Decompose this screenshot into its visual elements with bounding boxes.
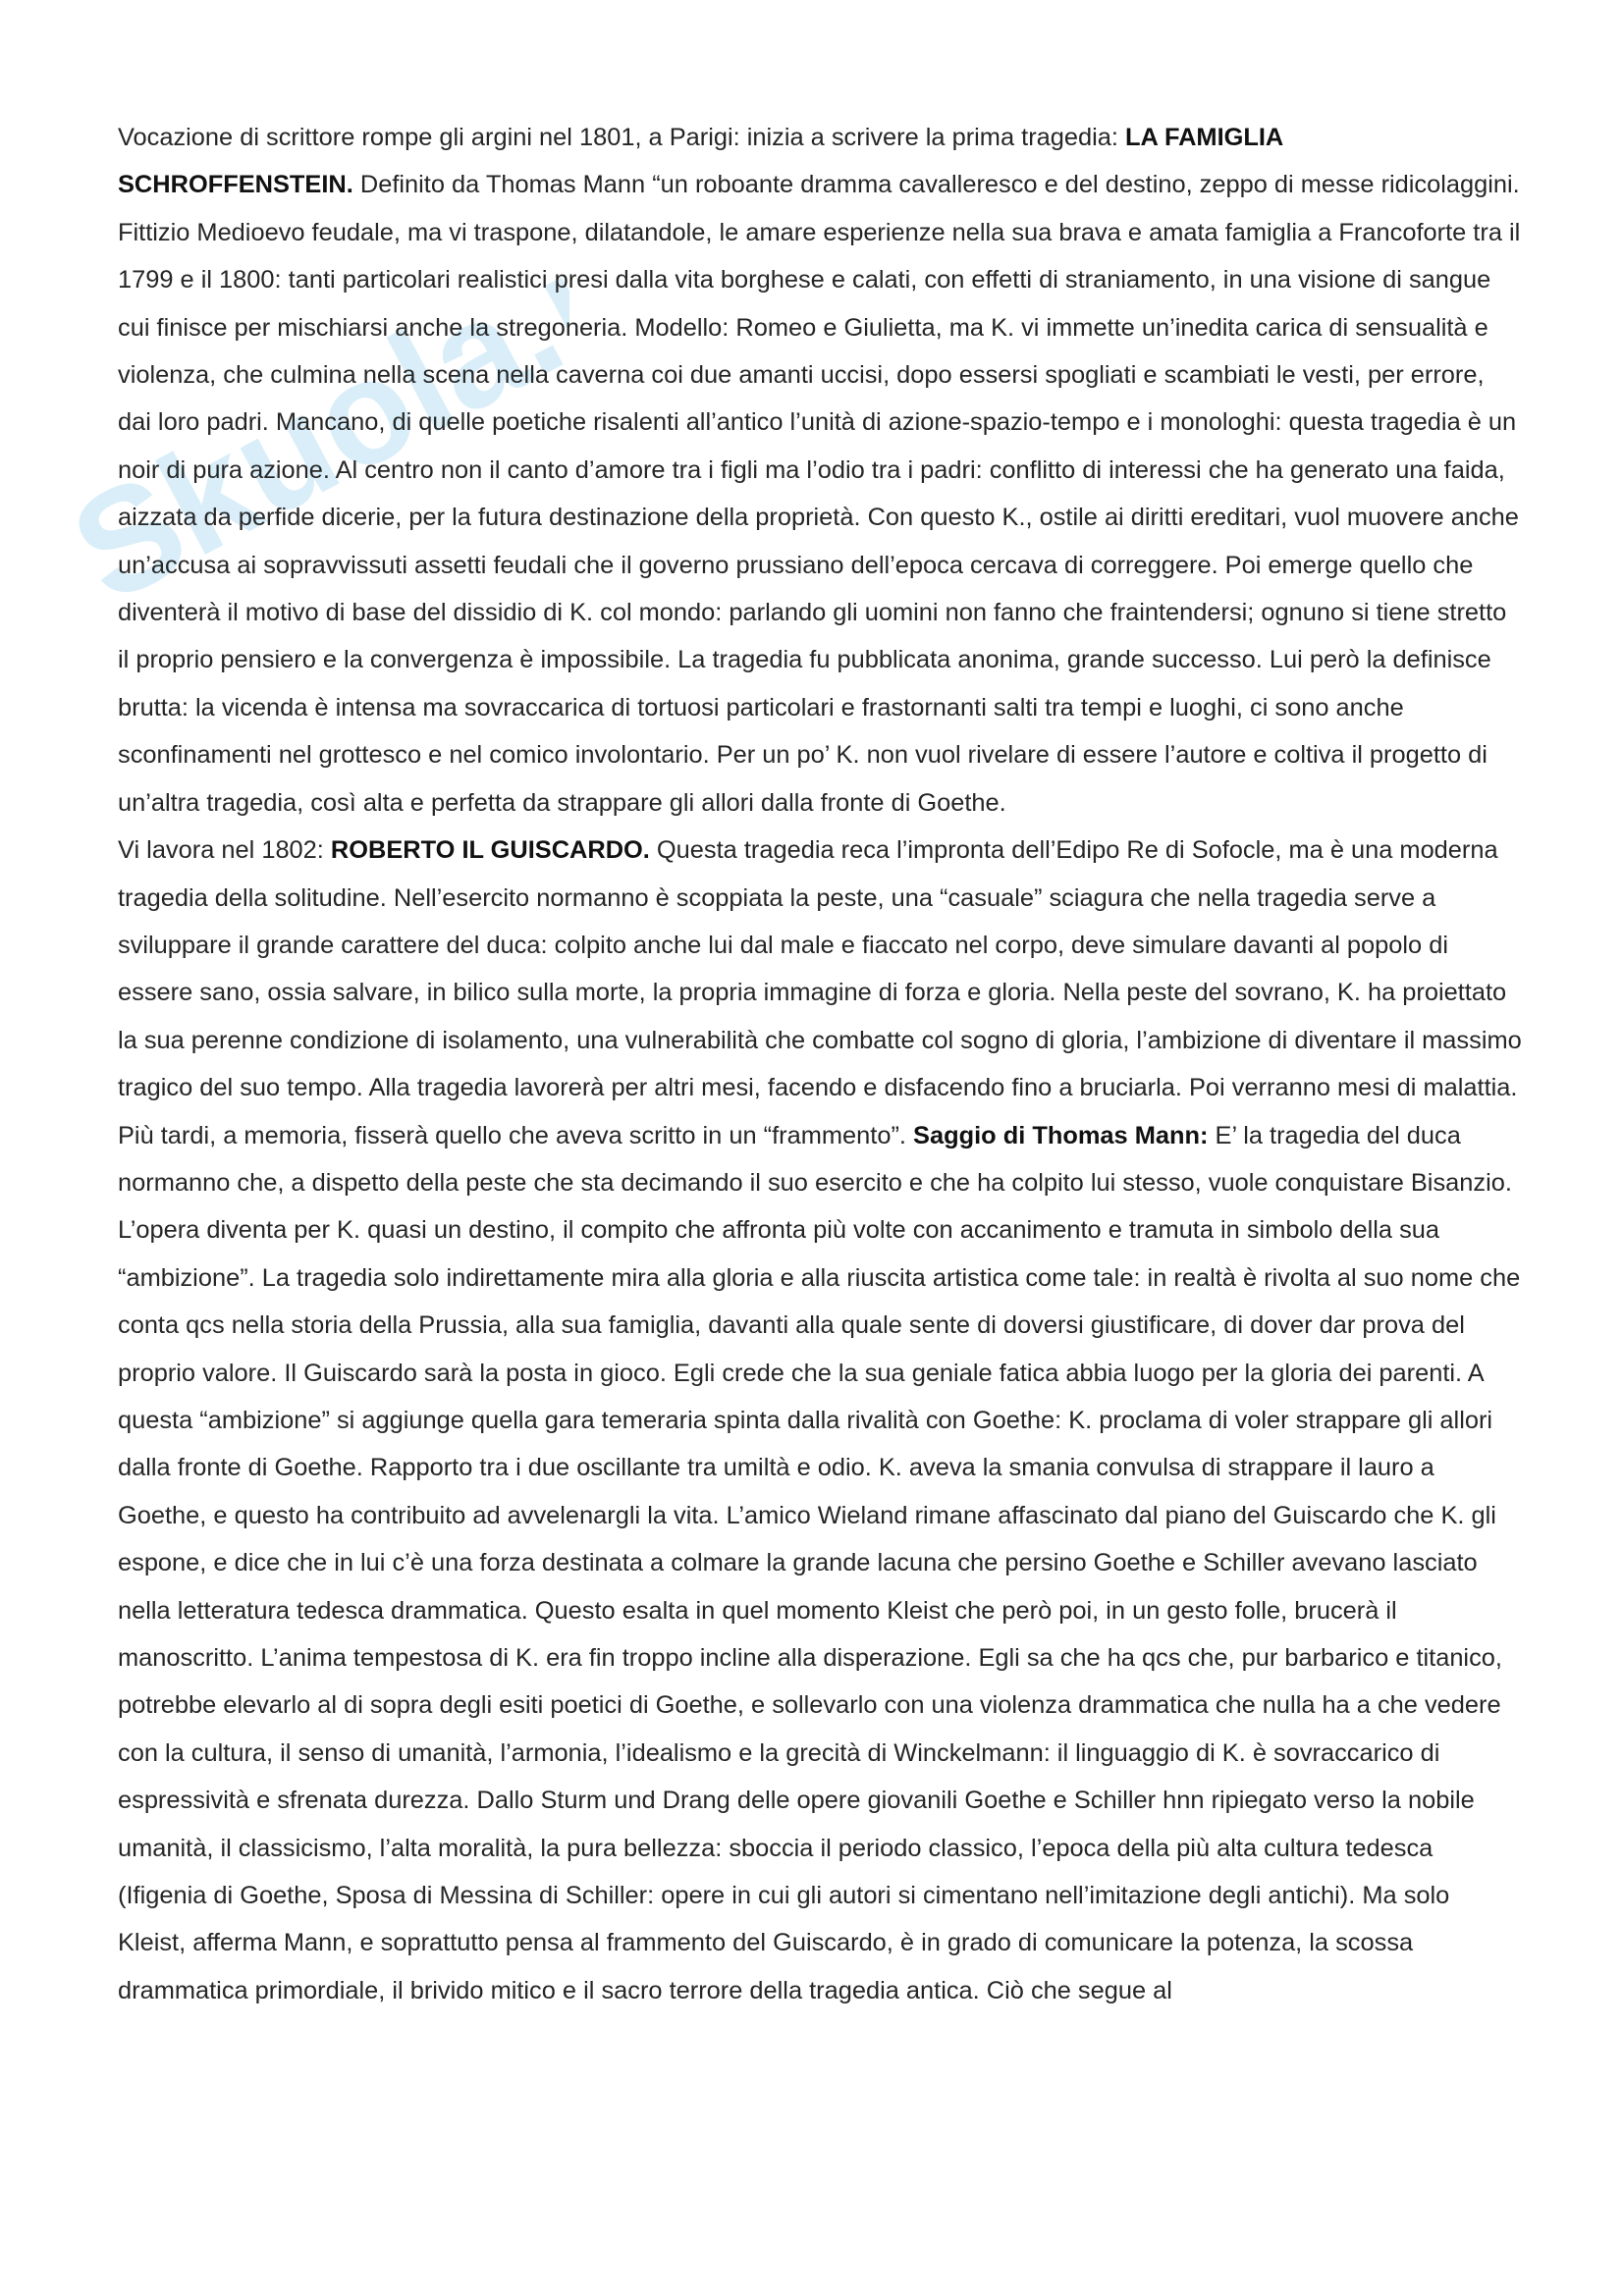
title-roberto-il-guiscardo: ROBERTO IL GUISCARDO. [330,836,650,865]
paragraph-famiglia-schroffenstein [118,114,1522,827]
title-famiglia-schroffenstein: LA FAMIGLIA SCHROFFENSTEIN. [118,124,1283,199]
paragraph-2-body-2: E’ la tragedia del duca normanno che, a dispetto della peste che sta decimando il suo esercito e che ha colpito lui stesso, vuole conquistare Bisanzio. L’opera diventa per K. quasi un destino, il compito che affronta più volte con accanimento e tramuta in simbolo della sua “ambizione”. La tragedia solo indirettamente mira alla gloria e alla riuscita artistica come tale: in realtà è rivolta al suo nome che conta qcs nella storia della Prussia, alla sua famiglia, davanti alla quale sente di doversi giustificare, di dover dar prova del proprio valore. Il Guiscardo sarà la posta in gioco. Egli crede che la sua geniale fatica abbia luogo per la gloria dei parenti. A questa “ambizione” si aggiunge quella gara temeraria spinta dalla rivalità con Goethe: K. proclama di voler strappare gli allori dalla fronte di Goethe. Rapporto tra i due oscillante tra umiltà e odio. K. aveva la smania convulsa di strappare il lauro a Goethe, e questo ha contribuito ad avvelenargli la vita. L’amico Wieland rimane affascinato dal piano del Guiscardo che K. gli espone, e dice che in lui c’è una forza destinata a colmare la grande lacuna che persino Goethe e Schiller avevano lasciato nella letteratura tedesca drammatica. Questo esalta in quel momento Kleist che però poi, in un gesto folle, brucerà il manoscritto. L’anima tempestosa di K. era fin troppo incline alla disperazione. Egli sa che ha qcs che, pur barbarico e titanico, potrebbe elevarlo al di sopra degli esiti poetici di Goethe, e sollevarlo con una violenza drammatica che nulla ha a che vedere con la cultura, il senso di umanità, l’armonia, l’idealismo e la grecità di Winckelmann: il linguaggio di K. è sovraccarico di espressività e sfrenata durezza. Dallo Sturm und Drang delle opere giovanili Goethe e Schiller hnn ripiegato verso la nobile umanità, il classicismo, l’alta moralità, la pura bellezza: sboccia il periodo classico, l’epoca della più alta cultura tedesca (Ifigenia di Goethe, Sposa di Messina di Schiller: opere in cui gli autori si cimentano nell’imitazione degli antichi). Ma solo Kleist, afferma Mann, e soprattutto pensa al frammento del Guiscardo, è in grado di comunicare la potenza, la scossa drammatica primordiale, il brivido mitico e il sacro terrore della tragedia antica. Ciò che segue al [118,1121,1521,2004]
watermark-text: Skuola.net [46,245,569,634]
document-body [118,114,1522,2014]
paragraph-1-intro: Vocazione di scrittore rompe gli argini nel 1801, a Parigi: inizia a scrivere la prima tragedia: [118,124,1126,151]
essay-label: Saggio di Thomas Mann: [913,1121,1209,1149]
paragraph-roberto-il-guiscardo [118,827,1522,2014]
paragraph-1-body: Definito da Thomas Mann “un roboante dramma cavalleresco e del destino, zeppo di messe ridicolaggini. Fittizio Medioevo feudale, ma vi traspone, dilatandole, le amare esperienze nella sua brava e amata famiglia a Francoforte tra il 1799 e il 1800: tanti particolari realistici presi dalla vita borghese e calati, con effetti di straniamento, in una visione di sangue cui finisce per mischiarsi anche la stregoneria. Modello: Romeo e Giulietta, ma K. vi immette un’inedita carica di sensualità e violenza, che culmina nella scena nella caverna coi due amanti uccisi, dopo essersi spogliati e scambiati le vesti, per errore, dai loro padri. Mancano, di quelle poetiche risalenti all’antico l’unità di azione-spazio-tempo e i monologhi: questa tragedia è un noir di pura azione. Al centro non il canto d’amore tra i figli ma l’odio tra i padri: conflitto di interessi che ha generato una faida, aizzata da perfide dicerie, per la futura destinazione della proprietà. Con questo K., ostile ai diritti ereditari, vuol muovere anche un’accusa ai sopravvissuti assetti feudali che il governo prussiano dell’epoca cercava di correggere. Poi emerge quello che diventerà il motivo di base del dissidio di K. col mondo: parlando gli uomini non fanno che fraintendersi; ognuno si tiene stretto il proprio pensiero e la convergenza è impossibile. La tragedia fu pubblicata anonima, grande successo. Lui però la definisce brutta: la vicenda è intensa ma sovraccarica di tortuosi particolari e frastornanti salti tra tempi e luoghi, ci sono anche sconfinamenti nel grottesco e nel comico involontario. Per un po’ K. non vuol rivelare di essere l’autore e coltiva il progetto di un’altra tragedia, così alta e perfetta da strappare gli allori dalla fronte di Goethe. [118,171,1521,817]
paragraph-2-intro: Vi lavora nel 1802: [118,836,331,865]
paragraph-2-body-1: Questa tragedia reca l’impronta dell’Edipo Re di Sofocle, ma è una moderna tragedia della solitudine. Nell’esercito normanno è scoppiata la peste, una “casuale” sciagura che nella tragedia serve a sviluppare il grande carattere del duca: colpito anche lui dal male e fiaccato nel corpo, deve simulare davanti al popolo di essere sano, ossia salvare, in bilico sulla morte, la propria immagine di forza e gloria. Nella peste del sovrano, K. ha proiettato la sua perenne condizione di isolamento, una vulnerabilità che combatte col sogno di gloria, l’ambizione di diventare il massimo tragico del suo tempo. Alla tragedia lavorerà per altri mesi, facendo e disfacendo fino a bruciarla. Poi verranno mesi di malattia. Più tardi, a memoria, fisserà quello che aveva scritto in un “frammento”. [118,836,1522,1149]
